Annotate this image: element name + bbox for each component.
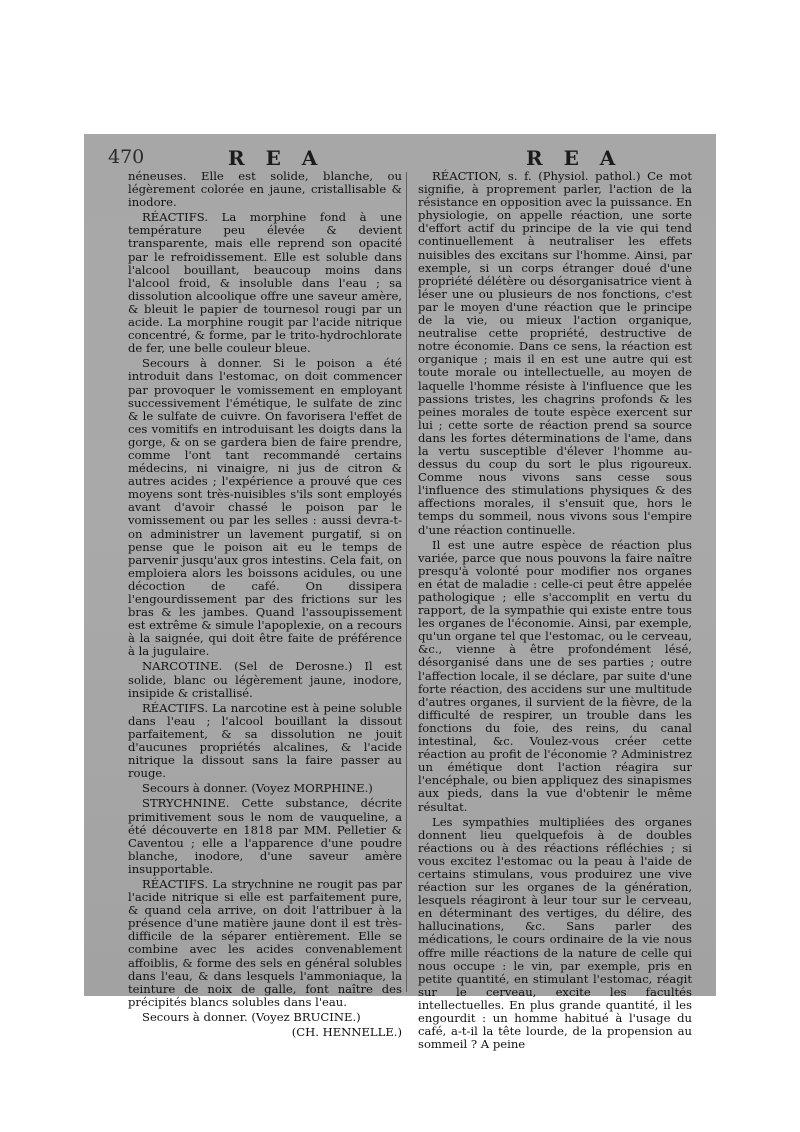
paragraph-morphine-secours: Secours à donner. Si le poison a été introduit dans l'estomac, on doit commencer par provoquer le vomissement en employant successivement l'émétique, le sulfate de zinc & le sulfate de cuivre. On favorisera l'effet de ces vomitifs en introduisant les doigts dans la gorge, & on se gardera bien de faire prendre, comme l'ont tant recommandé certains médecins, ni vinaigre, ni jus de citron & autres acides ; l'expérience a prouvé que ces moyens sont très-nuisibles s'ils sont employés avant d'avoir chassé le poison par le vomissement ou par les selles : aussi devra-t-on administrer un lavement purgatif, si on pense que le poison ait eu le temps de parvenir jusqu'aux gros intestins. Cela fait, on emploiera alors les boissons acidules, ou une décoction de café. On dissipera l'engourdissement par des frictions sur les bras & les jambes. Quand l'assoupissement est extrême & simule l'apoplexie, on a recours à la saignée, qui doit être faite de préférence à la jugulaire. xyxy=(128,356,402,659)
scanned-page-background xyxy=(84,134,716,1052)
left-column xyxy=(128,170,402,1041)
page-number: 470 xyxy=(108,146,145,168)
running-head-left: R E A xyxy=(228,146,325,170)
right-column xyxy=(418,170,692,1053)
paragraph-strychnine-secours: Secours à donner. (Voyez BRUCINE.) xyxy=(142,1009,361,1024)
author-signature: (CH. HENNELLE.) xyxy=(291,1025,402,1039)
paragraph-reaction-sympathies: Les sympathies multipliées des organes donnent lieu quelquefois à de doubles réactions ou à des réactions réfléchies ; si vous excitez l'estomac ou la peau à l'aide de certains stimulans, vous produirez une vive réaction sur les organes de la génération, lesquels réagiront à leur tour sur le cerveau, en déterminant des vertiges, du délire, des hallucinations, &c. Sans parler des médications, le cours ordinaire de la vie nous offre mille réactions de la nature de celle qui nous occupe : le vin, par exemple, pris en petite quantité, en stimulant l'estomac, réagit sur le cerveau, excite les facultés intellectuelles. En plus grande quantité, il les engourdit : un homme habitué à l'usage du café, a-t-il la tête lourde, de la propension au sommeil ? A peine xyxy=(418,814,692,1052)
paragraph-morphine-reactifs: RÉACTIFS. La morphine fond à une température peu élevée & devient transparente, mais elle reprend son opacité par le refroidissement. Elle est soluble dans l'alcool bouillant, beaucoup moins dans l'alcool froid, & insoluble dans l'eau ; sa dissolution alcoolique offre une saveur amère, & bleuit le papier de tournesol rougi par un acide. La morphine rougit par l'acide nitrique concentré, & forme, par le trito-hydrochlorate de fer, une belle couleur bleue. xyxy=(128,210,402,356)
running-head-right: R E A xyxy=(526,146,623,170)
column-rule xyxy=(406,172,407,992)
paragraph-strychnine: STRYCHNINE. Cette substance, décrite primitivement sous le nom de vauqueline, a été découverte en 1818 par MM. Pelletier & Caventou ; elle a l'apparence d'une poudre blanche, inodore, d'une saveur amère insupportable. xyxy=(128,796,402,876)
paragraph-strychnine-reactifs: RÉACTIFS. La strychnine ne rougit pas par l'acide nitrique si elle est parfaitement pure, & quand cela arrive, on doit l'attribuer à la présence d'une matière jaune dont il est très-difficile de la séparer entièrement. Elle se combine avec les acides convenablement affoiblis, & forme des sels en général solubles dans l'eau, & dans lesquels l'ammoniaque, la teinture de noix de galle, font naître des précipités blancs solubles dans l'eau. xyxy=(128,876,402,1009)
paragraph-morphine-description: néneuses. Elle est solide, blanche, ou légèrement colorée en jaune, cristallisable & inodore. xyxy=(128,169,402,210)
paragraph-narcotine-secours: Secours à donner. (Voyez MORPHINE.) xyxy=(142,781,373,796)
book-page xyxy=(84,134,716,1052)
paragraph-narcotine: NARCOTINE. (Sel de Derosne.) Il est solide, blanc ou légèrement jaune, inodore, insipide & cristallisé. xyxy=(128,659,402,700)
paragraph-narcotine-reactifs: RÉACTIFS. La narcotine est à peine soluble dans l'eau ; l'alcool bouillant la dissout parfaitement, & sa dissolution ne jouit d'aucunes propriétés alcalines, & l'acide nitrique la dissout sans la faire passer au rouge. xyxy=(128,700,402,781)
paragraph-reaction-definition: RÉACTION, s. f. (Physiol. pathol.) Ce mot signifie, à proprement parler, l'action de la résistance en opposition avec la puissance. En physiologie, on appelle réaction, une sorte d'effort actif du principe de la vie qui tend continuellement à neutraliser les effets nuisibles des excitans sur l'homme. Ainsi, par exemple, si un corps étranger doué d'une propriété délétère ou désorganisatrice vient à léser une ou plusieurs de nos fonctions, c'est par le moyen d'une réaction que le principe de la vie, ou mieux l'action organique, neutralise cette propriété, destructive de notre économie. Dans ce sens, la réaction est organique ; mais il en est une autre qui est toute morale ou intellectuelle, au moyen de laquelle l'homme résiste à l'influence que les passions tristes, les chagrins profonds & les peines morales de toute espèce exercent sur lui ; cette sorte de réaction prend sa source dans les fortes déterminations de l'ame, dans la vertu susceptible d'élever l'homme au-dessus du coup du sort le plus rigoureux. Comme nous vivons sans cesse sous l'influence des stimulations physiques & des affections morales, il s'ensuit que, hors le temps du sommeil, nous vivons sous l'empire d'une réaction continuelle. xyxy=(418,169,692,537)
paragraph-reaction-pathologique: Il est une autre espèce de réaction plus variée, parce que nous pouvons la faire naître presqu'à volonté pour modifier nos organes en état de maladie : celle-ci peut être appelée pathologique ; elle s'accomplit en vertu du rapport, de la sympathie qui existe entre tous les organes de l'économie. Ainsi, par exemple, qu'un organe tel que l'estomac, ou le cerveau, &c., vienne à être profondément lésé, désorganisé dans une de ses parties ; outre l'affection locale, il se déclare, par suite d'une forte réaction, des accidens sur une multitude d'autres organes, il survient de la fièvre, de la difficulté de respirer, un trouble dans les fonctions du foie, des reins, du canal intestinal, &c. Voulez-vous créer cette réaction au profit de l'économie ? Administrez un émétique dont l'action réagira sur l'encéphale, ou bien appliquez des sinapismes aux pieds, dans la vue d'obtenir le même résultat. xyxy=(418,537,692,814)
